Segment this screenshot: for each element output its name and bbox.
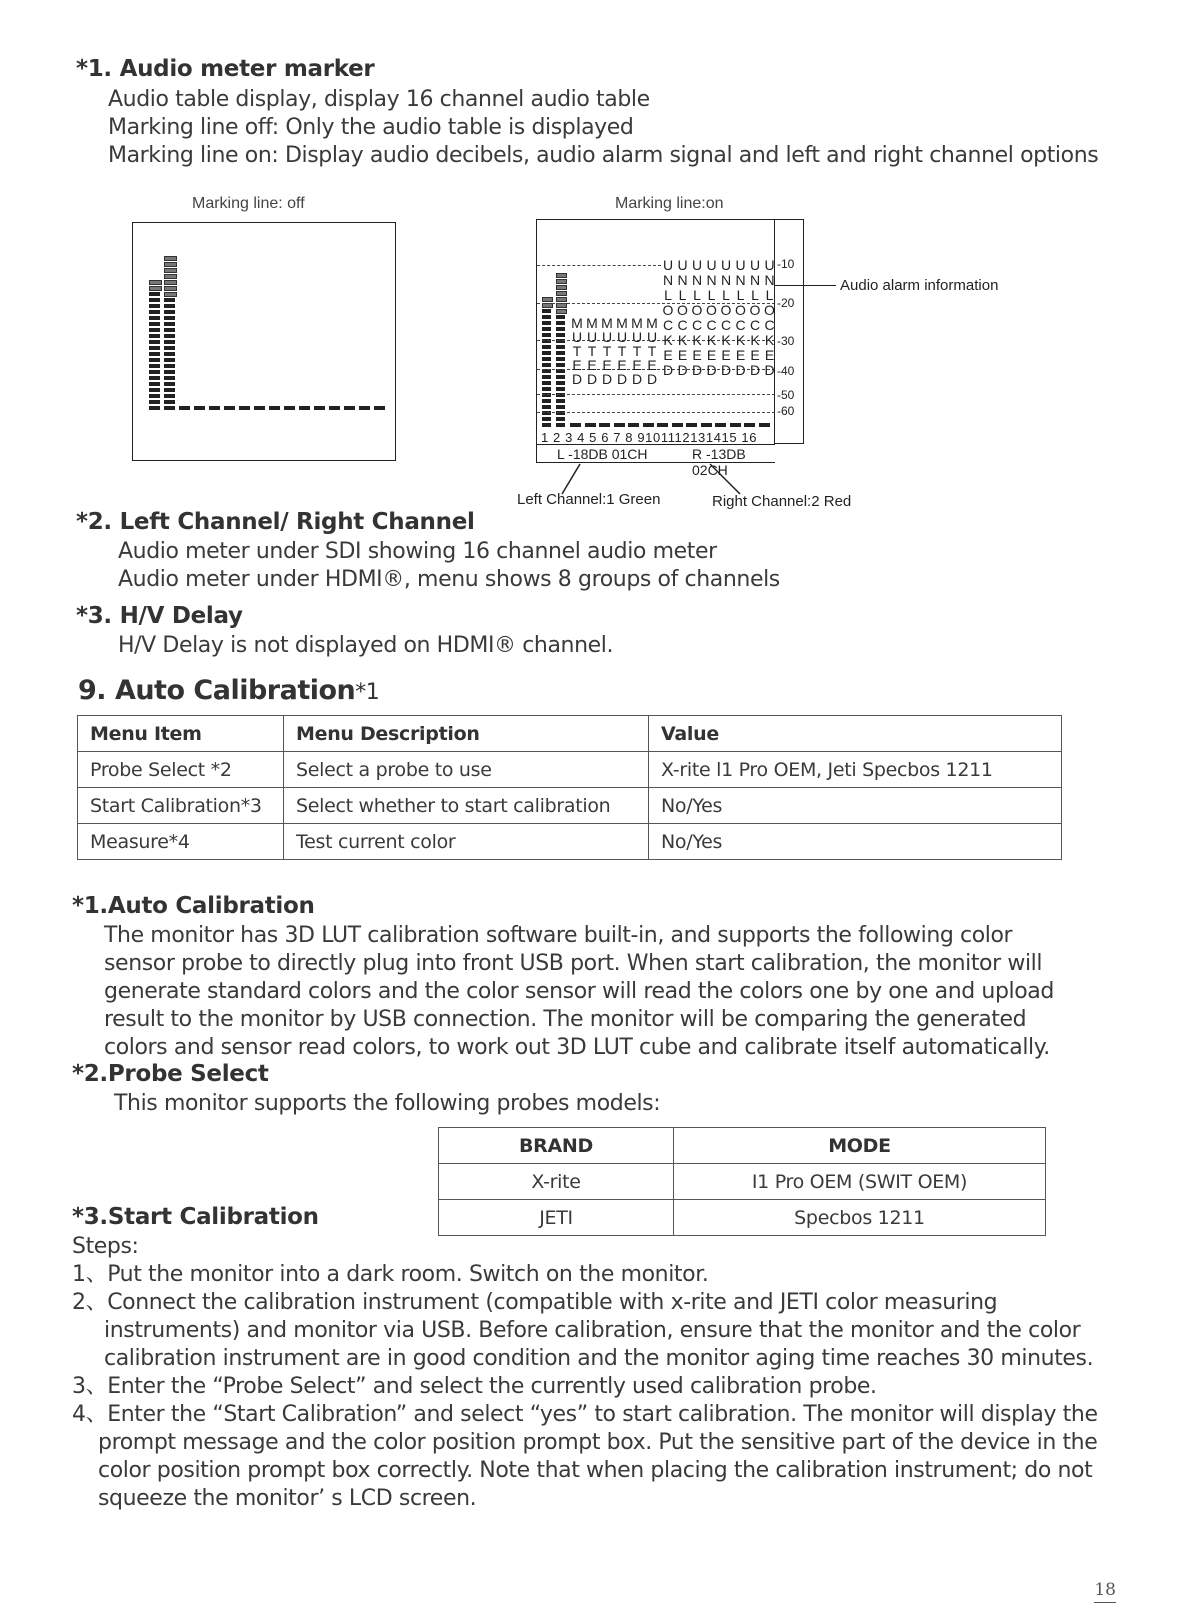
muted-letter: D	[586, 371, 598, 387]
meter-segment	[164, 382, 175, 386]
unlocked-letter: D	[749, 362, 761, 378]
meter-segment	[556, 279, 567, 284]
step-line: prompt message and the color position prompt box. Put the sensitive part of the device in the	[98, 1430, 1098, 1455]
table-header-row	[78, 716, 1062, 752]
meter-segment	[164, 406, 175, 410]
meter-segment	[164, 316, 175, 320]
table-header-row	[439, 1128, 1046, 1164]
meter-segment	[149, 292, 160, 296]
muted-letter: M	[646, 315, 658, 331]
cell: No/Yes	[649, 788, 1062, 824]
unlocked-letter: E	[692, 347, 702, 363]
unlocked-letter: O	[735, 302, 746, 318]
unlocked-letter: D	[720, 362, 732, 378]
note1-line: Marking line on: Display audio decibels, audio alarm signal and left and right channel options	[108, 143, 1099, 168]
unlocked-letter: C	[720, 317, 732, 333]
meter-segment	[164, 376, 175, 380]
header-value: Value	[649, 716, 1062, 752]
meter-segment	[542, 315, 551, 319]
scale-label: -50	[777, 388, 795, 402]
alarm-leader-line	[774, 285, 836, 286]
muted-letter: U	[586, 329, 598, 345]
cell: Specbos 1211	[674, 1200, 1046, 1236]
meter-segment	[556, 345, 565, 349]
meter-segment	[164, 346, 175, 350]
muted-letter: E	[602, 357, 612, 373]
meter-segment	[284, 406, 295, 410]
channel-numbers: 1 2 3 4 5 6 7 8 9101112131415 16	[541, 430, 758, 445]
unlocked-letter: U	[749, 257, 761, 273]
unlocked-letter: O	[764, 302, 775, 318]
step-line: 2、Connect the calibration instrument (compatible with x-rite and JETI color measuring	[72, 1290, 998, 1315]
meter-segment	[164, 256, 177, 261]
unlocked-letter: C	[749, 317, 761, 333]
muted-letter: T	[587, 343, 597, 359]
meter-segment	[542, 297, 553, 302]
step-line: 4、Enter the “Start Calibration” and select “yes” to start calibration. The monitor will display the	[72, 1402, 1098, 1427]
meter-segment	[672, 423, 683, 427]
meter-segment	[164, 262, 177, 267]
meter-segment	[149, 298, 160, 302]
meter-segment	[149, 394, 160, 398]
unlocked-letter: C	[691, 317, 703, 333]
marking-off-caption: Marking line: off	[192, 195, 305, 212]
meter-segment	[556, 387, 565, 391]
meter-segment	[556, 333, 565, 337]
meter-segment	[542, 363, 551, 367]
meter-segment	[542, 405, 551, 409]
meter-segment	[542, 351, 551, 355]
unlocked-letter: K	[677, 332, 688, 348]
unlocked-letter: E	[677, 347, 688, 363]
meter-segment	[149, 376, 160, 380]
meter-segment	[194, 406, 205, 410]
unlocked-letter: D	[691, 362, 703, 378]
unlocked-letter: E	[721, 347, 731, 363]
meter-segment	[715, 423, 726, 427]
meter-segment	[542, 381, 551, 385]
cell: I1 Pro OEM (SWIT OEM)	[674, 1164, 1046, 1200]
unlocked-letter: N	[764, 272, 775, 288]
muted-letter: U	[646, 329, 658, 345]
unlocked-letter: L	[707, 287, 716, 303]
table-row	[78, 788, 1062, 824]
unlocked-letter: U	[735, 257, 746, 273]
scale-label: -20	[777, 296, 795, 310]
note3-line: H/V Delay is not displayed on HDMI® channel.	[118, 633, 614, 658]
muted-letter: M	[616, 315, 628, 331]
unlocked-letter: C	[764, 317, 775, 333]
muted-letter: U	[631, 329, 643, 345]
meter-segment	[149, 304, 160, 308]
step-line: squeeze the monitor’ s LCD screen.	[98, 1486, 477, 1511]
unlocked-letter: N	[735, 272, 746, 288]
note1-line: Marking line off: Only the audio table is displayed	[108, 115, 634, 140]
cell: Select whether to start calibration	[284, 788, 649, 824]
cell: Start Calibration*3	[78, 788, 284, 824]
meter-segment	[701, 423, 712, 427]
meter-segment	[730, 423, 741, 427]
meter-segment	[329, 406, 340, 410]
marking-off-meter	[132, 222, 396, 461]
meter-segment	[149, 310, 160, 314]
unlocked-letter: E	[735, 347, 746, 363]
meter-segment	[164, 310, 175, 314]
meter-segment	[686, 423, 697, 427]
meter-segment	[149, 334, 160, 338]
meter-segment	[542, 345, 551, 349]
meter-segment	[164, 274, 177, 279]
meter-segment	[599, 423, 610, 427]
meter-segment	[542, 375, 551, 379]
muted-letter: U	[601, 329, 613, 345]
meter-segment	[164, 304, 175, 308]
meter-segment	[643, 423, 654, 427]
unlocked-letter: O	[677, 302, 688, 318]
meter-segment	[149, 388, 160, 392]
meter-segment	[556, 309, 567, 314]
meter-segment	[209, 406, 220, 410]
note2-line: Audio meter under SDI showing 16 channel audio meter	[118, 539, 717, 564]
cell: Select a probe to use	[284, 752, 649, 788]
meter-segment	[164, 268, 177, 273]
meter-segment	[556, 351, 565, 355]
meter-segment	[164, 388, 175, 392]
page-number: 18	[1094, 1580, 1116, 1603]
note3-title: *3. H/V Delay	[76, 603, 243, 629]
header-brand: BRAND	[439, 1128, 674, 1164]
unlocked-letter: L	[693, 287, 701, 303]
meter-segment	[179, 406, 190, 410]
unlocked-letter: D	[706, 362, 717, 378]
meter-segment	[556, 273, 567, 278]
table-row	[78, 824, 1062, 860]
header-mode: MODE	[674, 1128, 1046, 1164]
scale-label: -30	[777, 334, 795, 348]
meter-segment	[556, 285, 567, 290]
autocal-line: The monitor has 3D LUT calibration software built-in, and supports the following color	[104, 923, 1013, 948]
meter-segment	[556, 405, 565, 409]
unlocked-letter: O	[706, 302, 717, 318]
left-status: L -18DB 01CH	[557, 446, 648, 462]
scale-label: -40	[777, 364, 795, 378]
muted-letter: M	[601, 315, 613, 331]
unlocked-letter: N	[749, 272, 761, 288]
meter-segment	[585, 423, 596, 427]
unlocked-letter: O	[749, 302, 761, 318]
muted-letter: D	[631, 371, 643, 387]
unlocked-letter: U	[662, 257, 674, 273]
right-channel-callout: Right Channel:2 Red	[712, 493, 852, 510]
unlocked-letter: K	[764, 332, 775, 348]
meter-segment	[542, 417, 551, 421]
muted-letter: D	[601, 371, 613, 387]
table-row	[78, 752, 1062, 788]
unlocked-letter: C	[706, 317, 717, 333]
unlocked-letter: U	[720, 257, 732, 273]
muted-letter: D	[616, 371, 628, 387]
meter-segment	[254, 406, 265, 410]
muted-letter: M	[586, 315, 598, 331]
note1-line: Audio table display, display 16 channel audio table	[108, 87, 650, 112]
muted-letter: E	[572, 357, 582, 373]
meter-segment	[164, 292, 177, 297]
auto-calibration-table	[77, 715, 1062, 860]
muted-letter: E	[647, 357, 657, 373]
meter-segment	[164, 394, 175, 398]
autocal-title: *1.Auto Calibration	[72, 893, 315, 919]
meter-segment	[164, 358, 175, 362]
meter-segment	[149, 346, 160, 350]
unlocked-letter: L	[678, 287, 687, 303]
muted-letter: D	[646, 371, 658, 387]
unlocked-letter: N	[677, 272, 688, 288]
step-line: 3、Enter the “Probe Select” and select the currently used calibration probe.	[72, 1374, 877, 1399]
meter-segment	[542, 357, 551, 361]
meter-segment	[149, 406, 160, 410]
meter-segment	[614, 423, 625, 427]
meter-segment	[556, 357, 565, 361]
meter-segment	[164, 334, 175, 338]
muted-letter: T	[617, 343, 627, 359]
muted-letter: D	[571, 371, 583, 387]
meter-segment	[269, 406, 280, 410]
meter-segment	[314, 406, 325, 410]
note1-title: *1. Audio meter marker	[76, 56, 375, 82]
meter-segment	[299, 406, 310, 410]
unlocked-letter: L	[736, 287, 745, 303]
meter-segment	[149, 316, 160, 320]
meter-segment	[164, 400, 175, 404]
scale-label: -60	[777, 404, 795, 418]
meter-segment	[556, 381, 565, 385]
cell: No/Yes	[649, 824, 1062, 860]
probe-table	[438, 1127, 1046, 1236]
muted-letter: M	[631, 315, 643, 331]
unlocked-letter: C	[735, 317, 746, 333]
right-status: R -13DB 02CH	[692, 446, 746, 478]
meter-segment	[164, 298, 175, 302]
unlocked-letter: C	[662, 317, 674, 333]
meter-segment	[556, 291, 567, 296]
autocal-line: colors and sensor read colors, to work out 3D LUT cube and calibrate itself automatically.	[104, 1035, 1050, 1060]
meter-segment	[556, 375, 565, 379]
table-row	[439, 1164, 1046, 1200]
status-bar	[537, 444, 775, 478]
meter-segment	[556, 399, 565, 403]
section-title-footnote: *1	[355, 680, 380, 705]
section-title	[78, 675, 379, 706]
meter-segment	[542, 387, 551, 391]
unlocked-letter: K	[692, 332, 702, 348]
muted-letter: U	[616, 329, 628, 345]
meter-segment	[542, 327, 551, 331]
meter-segment	[149, 328, 160, 332]
meter-segment	[149, 340, 160, 344]
left-channel-callout: Left Channel:1 Green	[517, 491, 661, 508]
meter-segment	[149, 322, 160, 326]
db-scale	[774, 219, 804, 444]
meter-segment	[657, 423, 668, 427]
meter-segment	[542, 423, 551, 427]
unlocked-letter: U	[706, 257, 717, 273]
note2-line: Audio meter under HDMI®, menu shows 8 groups of channels	[118, 567, 780, 592]
meter-segment	[149, 280, 162, 285]
unlocked-letter: L	[664, 287, 672, 303]
unlocked-letter: L	[751, 287, 759, 303]
autocal-line: result to the monitor by USB connection. The monitor will be comparing the generated	[104, 1007, 1027, 1032]
unlocked-letter: E	[663, 347, 673, 363]
autocal-line: sensor probe to directly plug into front USB port. When start calibration, the monitor will	[104, 951, 1043, 976]
meter-segment	[556, 363, 565, 367]
table-row	[439, 1200, 1046, 1236]
section-title-text: 9. Auto Calibration	[78, 675, 356, 706]
meter-segment	[556, 321, 565, 325]
steps-label: Steps:	[72, 1234, 139, 1259]
header-menu-description: Menu Description	[284, 716, 649, 752]
unlocked-letter: C	[677, 317, 688, 333]
unlocked-letter: K	[750, 332, 760, 348]
cell: JETI	[439, 1200, 674, 1236]
marker-line-50	[537, 394, 775, 395]
unlocked-letter: N	[706, 272, 717, 288]
meter-segment	[164, 370, 175, 374]
meter-segment	[149, 352, 160, 356]
step-line: color position prompt box correctly. Note that when placing the calibration instrument; do not	[98, 1458, 1093, 1483]
probe-line: This monitor supports the following probes models:	[114, 1091, 661, 1116]
meter-segment	[556, 297, 567, 302]
muted-letter: T	[647, 343, 657, 359]
meter-segment	[149, 364, 160, 368]
meter-segment	[344, 406, 355, 410]
unlocked-letter: D	[735, 362, 746, 378]
unlocked-letter: E	[706, 347, 717, 363]
unlocked-letter: N	[691, 272, 703, 288]
unlocked-letter: U	[764, 257, 775, 273]
meter-segment	[149, 400, 160, 404]
cell: X-rite l1 Pro OEM, Jeti Specbos 1211	[649, 752, 1062, 788]
meter-segment	[759, 423, 770, 427]
unlocked-letter: O	[662, 302, 674, 318]
muted-letter: M	[571, 315, 583, 331]
cell: Test current color	[284, 824, 649, 860]
meter-segment	[542, 309, 551, 313]
unlocked-letter: E	[764, 347, 775, 363]
meter-segment	[239, 406, 250, 410]
marker-line-60	[537, 412, 775, 413]
meter-segment	[359, 406, 370, 410]
unlocked-letter: L	[722, 287, 730, 303]
muted-letter: T	[572, 343, 582, 359]
marking-on-meter	[536, 219, 775, 478]
unlocked-letter: N	[662, 272, 674, 288]
autocal-line: generate standard colors and the color sensor will read the colors one by one and upload	[104, 979, 1054, 1004]
meter-segment	[224, 406, 235, 410]
probe-title: *2.Probe Select	[72, 1061, 269, 1087]
muted-letter: E	[632, 357, 642, 373]
meter-segment	[149, 382, 160, 386]
muted-letter: E	[617, 357, 627, 373]
unlocked-letter: D	[764, 362, 775, 378]
meter-segment	[164, 322, 175, 326]
header-menu-item: Menu Item	[78, 716, 284, 752]
unlocked-letter: U	[691, 257, 703, 273]
unlocked-letter: E	[750, 347, 760, 363]
unlocked-letter: N	[720, 272, 732, 288]
unlocked-letter: D	[677, 362, 688, 378]
step-line: calibration instrument are in good condition and the monitor aging time reaches 30 minutes.	[104, 1346, 1094, 1371]
meter-segment	[556, 417, 565, 421]
marking-on-caption: Marking line:on	[615, 195, 724, 212]
meter-segment	[570, 423, 581, 427]
unlocked-letter: D	[662, 362, 674, 378]
meter-segment	[149, 358, 160, 362]
step-line: instruments) and monitor via USB. Before calibration, ensure that the monitor and the color	[104, 1318, 1081, 1343]
meter-segment	[164, 340, 175, 344]
unlocked-letter: U	[677, 257, 688, 273]
meter-segment	[542, 321, 551, 325]
meter-segment	[164, 280, 177, 285]
meter-segment	[149, 286, 162, 291]
scale-label: -10	[777, 257, 795, 271]
muted-letter: U	[571, 329, 583, 345]
meter-segment	[149, 370, 160, 374]
muted-letter: T	[632, 343, 642, 359]
meter-segment	[164, 364, 175, 368]
start-title: *3.Start Calibration	[72, 1204, 319, 1230]
unlocked-letter: O	[720, 302, 732, 318]
meter-segment	[542, 399, 551, 403]
meter-segment	[628, 423, 639, 427]
meter-segment	[164, 328, 175, 332]
meter-segment	[164, 286, 177, 291]
marker-line-10	[537, 265, 661, 266]
meter-segment	[164, 352, 175, 356]
meter-segment	[556, 423, 565, 427]
note2-title: *2. Left Channel/ Right Channel	[76, 509, 475, 535]
muted-letter: T	[602, 343, 612, 359]
meter-segment	[556, 327, 565, 331]
cell: X-rite	[439, 1164, 674, 1200]
alarm-label: Audio alarm information	[840, 277, 999, 294]
unlocked-letter: O	[691, 302, 703, 318]
muted-letter: E	[587, 357, 597, 373]
cell: Probe Select *2	[78, 752, 284, 788]
meter-segment	[744, 423, 755, 427]
unlocked-letter: L	[765, 287, 774, 303]
meter-segment	[374, 406, 385, 410]
unlocked-letter: K	[706, 332, 717, 348]
meter-segment	[556, 315, 565, 319]
meter-segment	[542, 333, 551, 337]
step-line: 1、Put the monitor into a dark room. Switch on the monitor.	[72, 1262, 709, 1287]
cell: Measure*4	[78, 824, 284, 860]
unlocked-letter: K	[721, 332, 731, 348]
unlocked-letter: K	[663, 332, 673, 348]
unlocked-letter: K	[735, 332, 746, 348]
